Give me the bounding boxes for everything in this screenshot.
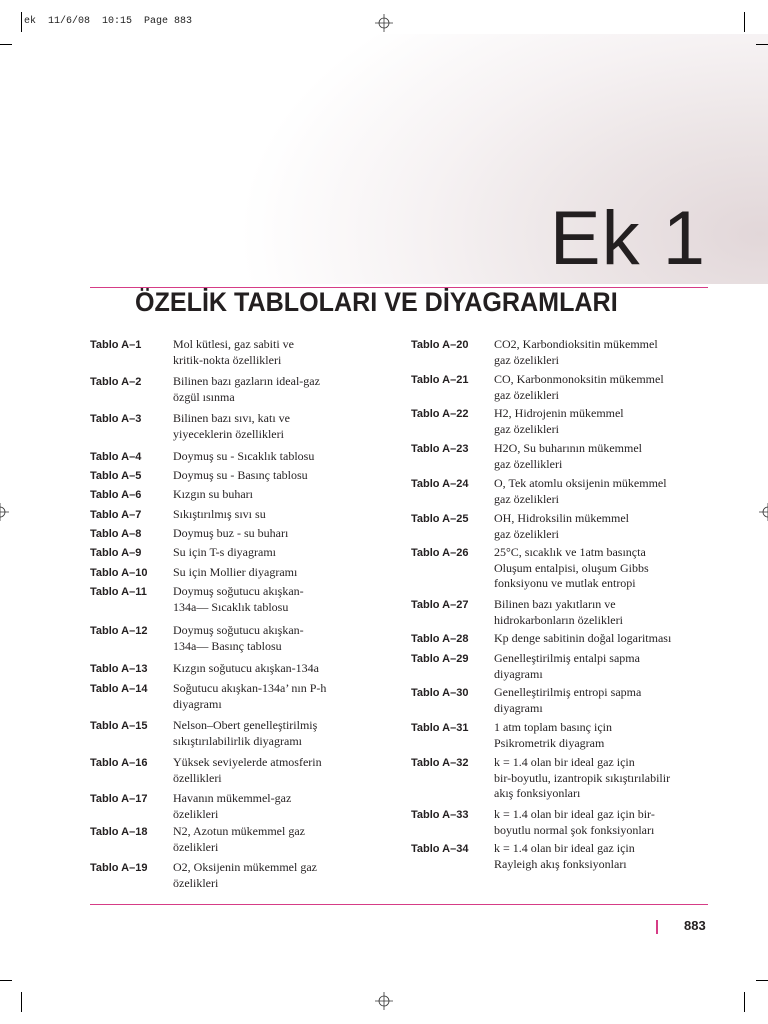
table-description	[173, 487, 253, 503]
table-description	[494, 372, 664, 403]
table-entry	[90, 718, 317, 749]
table-entry	[90, 565, 297, 581]
description-line: N2, Azotun mükemmel gaz	[173, 824, 305, 838]
table-code: Tablo A–27	[411, 599, 469, 611]
crop-mark	[21, 12, 22, 32]
registration-mark-icon	[375, 992, 393, 1010]
table-code: Tablo A–9	[90, 547, 142, 559]
table-entry	[411, 441, 642, 472]
table-entry	[411, 631, 671, 647]
description-line: 1 atm toplam basınç için	[494, 720, 612, 734]
description-line: gaz özelikleri	[494, 421, 559, 436]
table-code: Tablo A–31	[411, 722, 469, 734]
table-code: Tablo A–16	[90, 757, 148, 769]
table-description	[173, 545, 276, 561]
table-entry	[411, 511, 629, 542]
table-description	[173, 526, 288, 542]
description-line: CO2, Karbondioksitin mükemmel	[494, 337, 658, 351]
table-entry	[90, 623, 304, 654]
table-description	[494, 755, 670, 802]
table-code: Tablo A–15	[90, 720, 148, 732]
description-line: Doymuş soğutucu akışkan-	[173, 584, 304, 598]
description-line: Bilinen bazı sıvı, katı ve	[173, 411, 290, 425]
table-code: Tablo A–20	[411, 339, 469, 351]
crop-mark	[744, 992, 745, 1012]
table-code: Tablo A–21	[411, 374, 469, 386]
table-entry	[411, 337, 658, 368]
table-description	[173, 755, 322, 786]
table-entry	[90, 411, 290, 442]
page-number: 883	[684, 918, 706, 933]
table-description	[494, 406, 624, 437]
table-code: Tablo A–30	[411, 687, 469, 699]
table-code: Tablo A–7	[90, 509, 142, 521]
table-code: Tablo A–19	[90, 862, 148, 874]
table-code: Tablo A–4	[90, 451, 142, 463]
description-line: k = 1.4 olan bir ideal gaz için bir-	[494, 807, 655, 821]
description-line: 25°C, sıcaklık ve 1atm basınçta	[494, 545, 646, 559]
description-line: Kızgın soğutucu akışkan-134a	[173, 661, 319, 675]
description-line: özelikleri	[173, 875, 219, 890]
description-line: Rayleigh akış fonksiyonları	[494, 856, 627, 871]
description-line: boyutlu normal şok fonksiyonları	[494, 822, 655, 837]
table-code: Tablo A–3	[90, 413, 142, 425]
table-code: Tablo A–22	[411, 408, 469, 420]
table-entry	[90, 860, 317, 891]
description-line: özgül ısınma	[173, 389, 235, 404]
table-code: Tablo A–8	[90, 528, 142, 540]
description-line: fonksiyonu ve mutlak entropi	[494, 576, 636, 590]
table-description	[494, 545, 649, 592]
table-entry	[411, 755, 670, 802]
table-description	[173, 565, 297, 581]
description-line: OH, Hidroksilin mükemmel	[494, 511, 629, 525]
description-line: Sıkıştırılmış sıvı su	[173, 507, 266, 521]
table-entry	[411, 720, 612, 751]
description-line: gaz özelikleri	[494, 491, 559, 506]
table-entry	[411, 597, 623, 628]
table-entry	[90, 507, 266, 523]
table-description	[173, 718, 317, 749]
table-code: Tablo A–23	[411, 443, 469, 455]
table-description	[494, 511, 629, 542]
table-description	[173, 507, 266, 523]
table-entry	[411, 651, 640, 682]
description-line: Oluşum entalpisi, oluşum Gibbs	[494, 560, 649, 575]
description-line: H2O, Su buharının mükemmel	[494, 441, 642, 455]
table-entry	[411, 476, 667, 507]
table-code: Tablo A–33	[411, 809, 469, 821]
description-line: akış fonksiyonları	[494, 786, 581, 800]
table-description	[173, 468, 308, 484]
description-line: Su için T-s diyagramı	[173, 545, 276, 559]
description-line: gaz özelikleri	[494, 352, 559, 367]
page-number-bar	[656, 920, 658, 934]
table-code: Tablo A–17	[90, 793, 148, 805]
description-line: k = 1.4 olan bir ideal gaz için	[494, 841, 635, 855]
table-entry	[411, 406, 624, 437]
crop-mark	[0, 44, 12, 45]
description-line: gaz özellikleri	[494, 456, 563, 471]
print-slug: ek 11/6/08 10:15 Page 883	[24, 16, 193, 27]
table-description	[173, 623, 304, 654]
table-entry	[90, 545, 276, 561]
table-description	[494, 720, 612, 751]
registration-mark-icon	[759, 503, 768, 521]
table-code: Tablo A–32	[411, 757, 469, 769]
crop-mark	[756, 980, 768, 981]
description-line: Yüksek seviyelerde atmosferin	[173, 755, 322, 769]
table-description	[173, 337, 294, 368]
description-line: 134a— Basınç tablosu	[173, 638, 282, 653]
crop-mark	[21, 992, 22, 1012]
description-line: Bilinen bazı yakıtların ve	[494, 597, 616, 611]
table-description	[494, 441, 642, 472]
description-line: Doymuş su - Sıcaklık tablosu	[173, 449, 315, 463]
description-line: H2, Hidrojenin mükemmel	[494, 406, 624, 420]
registration-mark-icon	[375, 14, 393, 32]
description-line: Bilinen bazı gazların ideal-gaz	[173, 374, 320, 388]
table-code: Tablo A–29	[411, 653, 469, 665]
table-description	[173, 374, 320, 405]
description-line: 134a— Sıcaklık tablosu	[173, 599, 289, 614]
table-code: Tablo A–1	[90, 339, 142, 351]
description-line: Doymuş su - Basınç tablosu	[173, 468, 308, 482]
table-entry	[90, 526, 288, 542]
description-line: Havanın mükemmel-gaz	[173, 791, 292, 805]
description-line: CO, Karbonmonoksitin mükemmel	[494, 372, 664, 386]
description-line: Su için Mollier diyagramı	[173, 565, 298, 579]
table-entry	[411, 685, 641, 716]
table-entry	[90, 584, 304, 615]
description-line: özelikleri	[173, 839, 219, 854]
table-entry	[90, 374, 320, 405]
description-line: diyagramı	[173, 696, 222, 711]
table-entry	[411, 372, 664, 403]
table-description	[494, 631, 671, 647]
table-description	[494, 597, 623, 628]
table-code: Tablo A–24	[411, 478, 469, 490]
description-line: hidrokarbonların özelikleri	[494, 612, 623, 627]
description-line: gaz özelikleri	[494, 387, 559, 402]
registration-mark-icon	[0, 503, 9, 521]
description-line: Doymuş soğutucu akışkan-	[173, 623, 304, 637]
table-description	[494, 476, 667, 507]
description-line: k = 1.4 olan bir ideal gaz için	[494, 755, 635, 769]
table-code: Tablo A–5	[90, 470, 142, 482]
description-line: Genelleştirilmiş entropi sapma	[494, 685, 642, 699]
table-code: Tablo A–11	[90, 586, 147, 598]
table-description	[494, 807, 655, 838]
table-description	[173, 791, 291, 822]
crop-mark	[0, 980, 12, 981]
description-line: bir-boyutlu, izantropik sıkıştırılabilir	[494, 770, 671, 785]
table-entry	[90, 487, 253, 503]
description-line: diyagramı	[494, 700, 543, 715]
table-description	[173, 824, 305, 855]
table-description	[494, 685, 641, 716]
table-description	[173, 411, 290, 442]
table-description	[173, 449, 314, 465]
table-code: Tablo A–10	[90, 567, 148, 579]
description-line: O2, Oksijenin mükemmel gaz	[173, 860, 317, 874]
description-line: Doymuş buz - su buharı	[173, 526, 289, 540]
table-description	[494, 337, 658, 368]
table-code: Tablo A–13	[90, 663, 148, 675]
table-entry	[90, 681, 326, 712]
description-line: Mol kütlesi, gaz sabiti ve	[173, 337, 294, 351]
page-title: ÖZELİK TABLOLARI VE DİYAGRAMLARI	[135, 287, 618, 317]
table-code: Tablo A–2	[90, 376, 142, 388]
table-code: Tablo A–28	[411, 633, 469, 645]
table-entry	[411, 841, 635, 872]
table-code: Tablo A–18	[90, 826, 148, 838]
footer-rule	[90, 904, 708, 905]
crop-mark	[744, 12, 745, 32]
table-code: Tablo A–25	[411, 513, 469, 525]
description-line: yiyeceklerin özellikleri	[173, 426, 284, 441]
chapter-label: Ek 1	[549, 196, 706, 281]
table-description	[494, 841, 635, 872]
table-entry	[90, 755, 322, 786]
description-line: Kp denge sabitinin doğal logaritması	[494, 631, 672, 645]
description-line: kritik-nokta özellikleri	[173, 352, 282, 367]
description-line: Psikrometrik diyagram	[494, 735, 605, 750]
description-line: Nelson–Obert genelleştirilmiş	[173, 718, 318, 732]
table-code: Tablo A–14	[90, 683, 148, 695]
table-entry	[90, 791, 291, 822]
description-line: özellikleri	[173, 770, 222, 785]
description-line: Genelleştirilmiş entalpi sapma	[494, 651, 640, 665]
table-description	[173, 681, 326, 712]
table-description	[173, 584, 304, 615]
description-line: O, Tek atomlu oksijenin mükemmel	[494, 476, 667, 490]
table-entry	[90, 337, 294, 368]
crop-mark	[756, 44, 768, 45]
table-entry	[90, 824, 305, 855]
description-line: özelikleri	[173, 806, 219, 821]
table-entry	[90, 449, 314, 465]
table-description	[173, 860, 317, 891]
table-entry	[90, 661, 319, 677]
description-line: Soğutucu akışkan-134a’ nın P-h	[173, 681, 327, 695]
description-line: Kızgın su buharı	[173, 487, 253, 501]
table-description	[494, 651, 640, 682]
description-line: gaz özelikleri	[494, 526, 559, 541]
table-code: Tablo A–12	[90, 625, 148, 637]
table-description	[173, 661, 319, 677]
table-code: Tablo A–26	[411, 547, 469, 559]
table-code: Tablo A–6	[90, 489, 142, 501]
table-code: Tablo A–34	[411, 843, 469, 855]
table-entry	[90, 468, 308, 484]
table-entry	[411, 807, 655, 838]
description-line: sıkıştırılabilirlik diyagramı	[173, 733, 302, 748]
description-line: diyagramı	[494, 666, 543, 681]
table-entry	[411, 545, 649, 592]
